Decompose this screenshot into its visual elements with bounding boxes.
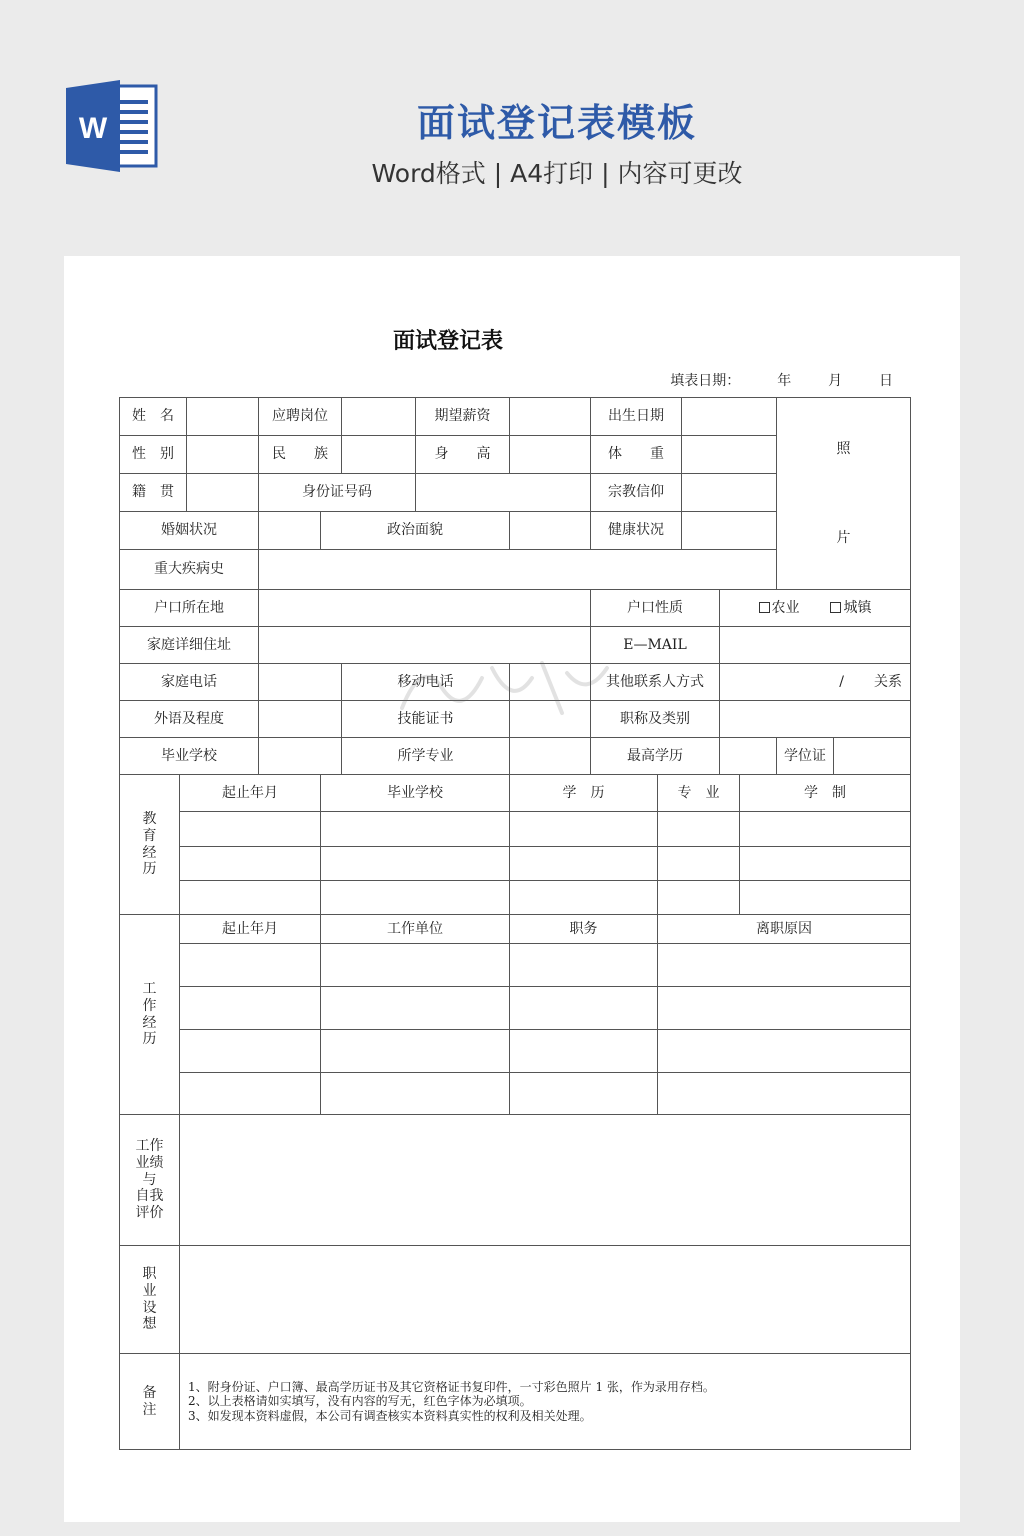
label-origin: 籍 贯 bbox=[120, 474, 187, 512]
field-id-number[interactable] bbox=[416, 474, 591, 512]
edu-cell[interactable] bbox=[658, 812, 740, 847]
work-cell[interactable] bbox=[510, 1030, 658, 1073]
edu-cell[interactable] bbox=[658, 881, 740, 915]
fill-date-year: 年 bbox=[777, 373, 792, 389]
edu-cell[interactable] bbox=[740, 881, 911, 915]
edu-cell[interactable] bbox=[180, 881, 321, 915]
label-health: 健康状况 bbox=[591, 512, 682, 550]
document-title: 面试登记表 bbox=[392, 328, 503, 354]
svg-text:W: W bbox=[78, 112, 108, 145]
edu-header: 毕业学校 bbox=[321, 775, 510, 812]
label-disease: 重大疾病史 bbox=[120, 550, 259, 590]
label-hukou-place: 户口所在地 bbox=[120, 590, 259, 627]
edu-cell[interactable] bbox=[740, 847, 911, 881]
label-gender: 性 别 bbox=[120, 436, 187, 474]
field-marital[interactable] bbox=[259, 512, 321, 550]
fill-date-month: 月 bbox=[828, 373, 843, 389]
note-line: 2、以上表格请如实填写，没有内容的写无，红色字体为必填项。 bbox=[188, 1394, 532, 1409]
field-performance[interactable] bbox=[180, 1115, 911, 1246]
edu-cell[interactable] bbox=[180, 847, 321, 881]
label-degree: 学位证 bbox=[777, 738, 834, 775]
label-birth: 出生日期 bbox=[591, 398, 682, 436]
field-major[interactable] bbox=[510, 738, 591, 775]
label-mobile: 移动电话 bbox=[342, 664, 510, 701]
photo-box[interactable] bbox=[777, 398, 911, 590]
checkbox-agriculture[interactable] bbox=[759, 602, 770, 613]
label-weight: 体 重 bbox=[591, 436, 682, 474]
label-title-category: 职称及类别 bbox=[591, 701, 720, 738]
field-mobile[interactable] bbox=[510, 664, 591, 701]
banner-title: 面试登记表模板 bbox=[416, 101, 697, 145]
field-salary[interactable] bbox=[510, 398, 591, 436]
label-hukou-type: 户口性质 bbox=[591, 590, 720, 627]
field-language[interactable] bbox=[259, 701, 342, 738]
label-language: 外语及程度 bbox=[120, 701, 259, 738]
work-cell[interactable] bbox=[658, 1073, 911, 1115]
work-cell[interactable] bbox=[180, 1073, 321, 1115]
field-email[interactable] bbox=[720, 627, 911, 664]
career-section-label bbox=[120, 1246, 180, 1354]
edu-header: 学 制 bbox=[740, 775, 911, 812]
work-cell[interactable] bbox=[321, 1030, 510, 1073]
photo-label-2: 片 bbox=[836, 529, 851, 546]
photo-label-1: 照 bbox=[836, 440, 851, 457]
performance-section-label bbox=[120, 1115, 180, 1246]
field-highest-edu[interactable] bbox=[720, 738, 777, 775]
work-section-label bbox=[120, 915, 180, 1115]
notes-section-text: 备 注 bbox=[142, 1384, 157, 1418]
label-ethnicity: 民 族 bbox=[259, 436, 342, 474]
edu-cell[interactable] bbox=[510, 847, 658, 881]
fill-date-label: 填表日期： bbox=[670, 373, 741, 389]
field-health[interactable] bbox=[682, 512, 777, 550]
edu-cell[interactable] bbox=[510, 881, 658, 915]
interview-form-table bbox=[119, 397, 911, 1450]
field-weight[interactable] bbox=[682, 436, 777, 474]
field-name[interactable] bbox=[187, 398, 259, 436]
work-cell[interactable] bbox=[658, 1030, 911, 1073]
label-position: 应聘岗位 bbox=[259, 398, 342, 436]
field-skill-cert[interactable] bbox=[510, 701, 591, 738]
banner bbox=[0, 0, 1024, 255]
label-height: 身 高 bbox=[416, 436, 510, 474]
work-cell[interactable] bbox=[510, 944, 658, 987]
label-religion: 宗教信仰 bbox=[591, 474, 682, 512]
edu-cell[interactable] bbox=[740, 812, 911, 847]
field-home-phone[interactable] bbox=[259, 664, 342, 701]
word-icon bbox=[64, 80, 160, 172]
performance-section-text: 工作 业绩 与 自我 评价 bbox=[135, 1138, 164, 1222]
banner-subtitle: Word格式 | A4打印 | 内容可更改 bbox=[371, 159, 743, 188]
work-cell[interactable] bbox=[180, 944, 321, 987]
work-section-text: 工 作 经 历 bbox=[142, 980, 157, 1048]
field-disease[interactable] bbox=[259, 550, 777, 590]
edu-header: 起止年月 bbox=[180, 775, 321, 812]
field-degree[interactable] bbox=[834, 738, 911, 775]
option-agriculture: 农业 bbox=[771, 599, 800, 616]
label-name: 姓 名 bbox=[120, 398, 187, 436]
field-religion[interactable] bbox=[682, 474, 777, 512]
work-cell[interactable] bbox=[321, 944, 510, 987]
field-hukou-place[interactable] bbox=[259, 590, 591, 627]
work-cell[interactable] bbox=[321, 987, 510, 1030]
edu-cell[interactable] bbox=[658, 847, 740, 881]
label-political: 政治面貌 bbox=[321, 512, 510, 550]
option-urban: 城镇 bbox=[843, 599, 872, 616]
edu-header: 学 历 bbox=[510, 775, 658, 812]
work-header: 职务 bbox=[510, 915, 658, 944]
notes-content bbox=[180, 1354, 911, 1450]
edu-cell[interactable] bbox=[321, 812, 510, 847]
field-political[interactable] bbox=[510, 512, 591, 550]
label-email: E—MAIL bbox=[591, 627, 720, 664]
label-highest-edu: 最高学历 bbox=[591, 738, 720, 775]
work-cell[interactable] bbox=[658, 987, 911, 1030]
field-gender[interactable] bbox=[187, 436, 259, 474]
work-cell[interactable] bbox=[658, 944, 911, 987]
field-address[interactable] bbox=[259, 627, 591, 664]
label-salary: 期望薪资 bbox=[416, 398, 510, 436]
hukou-type-options bbox=[720, 590, 911, 627]
field-position[interactable] bbox=[342, 398, 416, 436]
contact-relation: 关系 bbox=[874, 673, 903, 690]
edu-cell[interactable] bbox=[510, 812, 658, 847]
fill-date-day: 日 bbox=[879, 373, 893, 389]
field-origin[interactable] bbox=[187, 474, 259, 512]
label-marital: 婚姻状况 bbox=[120, 512, 259, 550]
label-id-number: 身份证号码 bbox=[259, 474, 416, 512]
work-header: 起止年月 bbox=[180, 915, 321, 944]
work-cell[interactable] bbox=[180, 1030, 321, 1073]
work-cell[interactable] bbox=[180, 987, 321, 1030]
work-cell[interactable] bbox=[321, 1073, 510, 1115]
field-career[interactable] bbox=[180, 1246, 911, 1354]
field-school[interactable] bbox=[259, 738, 342, 775]
career-section-text: 职 业 设 想 bbox=[142, 1265, 157, 1333]
note-line: 3、如发现本资料虚假，本公司有调查核实本资料真实性的权利及相关处理。 bbox=[188, 1408, 592, 1423]
field-birth[interactable] bbox=[682, 398, 777, 436]
label-other-contact: 其他联系人方式 bbox=[591, 664, 720, 701]
work-header: 离职原因 bbox=[658, 915, 911, 944]
note-line: 1、附身份证、户口簿、最高学历证书及其它资格证书复印件，一寸彩色照片 1 张，作为录用存档。 bbox=[188, 1379, 715, 1394]
education-section-label bbox=[120, 775, 180, 915]
label-school: 毕业学校 bbox=[120, 738, 259, 775]
edu-cell[interactable] bbox=[180, 812, 321, 847]
notes-section-label bbox=[120, 1354, 180, 1450]
fill-date bbox=[670, 370, 893, 390]
label-major: 所学专业 bbox=[342, 738, 510, 775]
contact-slash: / bbox=[839, 673, 845, 690]
work-cell[interactable] bbox=[510, 987, 658, 1030]
work-cell[interactable] bbox=[510, 1073, 658, 1115]
label-skill-cert: 技能证书 bbox=[342, 701, 510, 738]
field-height[interactable] bbox=[510, 436, 591, 474]
edu-cell[interactable] bbox=[321, 847, 510, 881]
field-ethnicity[interactable] bbox=[342, 436, 416, 474]
field-other-contact[interactable] bbox=[720, 664, 911, 701]
label-address: 家庭详细住址 bbox=[120, 627, 259, 664]
label-home-phone: 家庭电话 bbox=[120, 664, 259, 701]
edu-cell[interactable] bbox=[321, 881, 510, 915]
edu-header: 专 业 bbox=[658, 775, 740, 812]
checkbox-urban[interactable] bbox=[830, 602, 841, 613]
education-section-text: 教 育 经 历 bbox=[142, 810, 157, 878]
field-title-category[interactable] bbox=[720, 701, 911, 738]
work-header: 工作单位 bbox=[321, 915, 510, 944]
